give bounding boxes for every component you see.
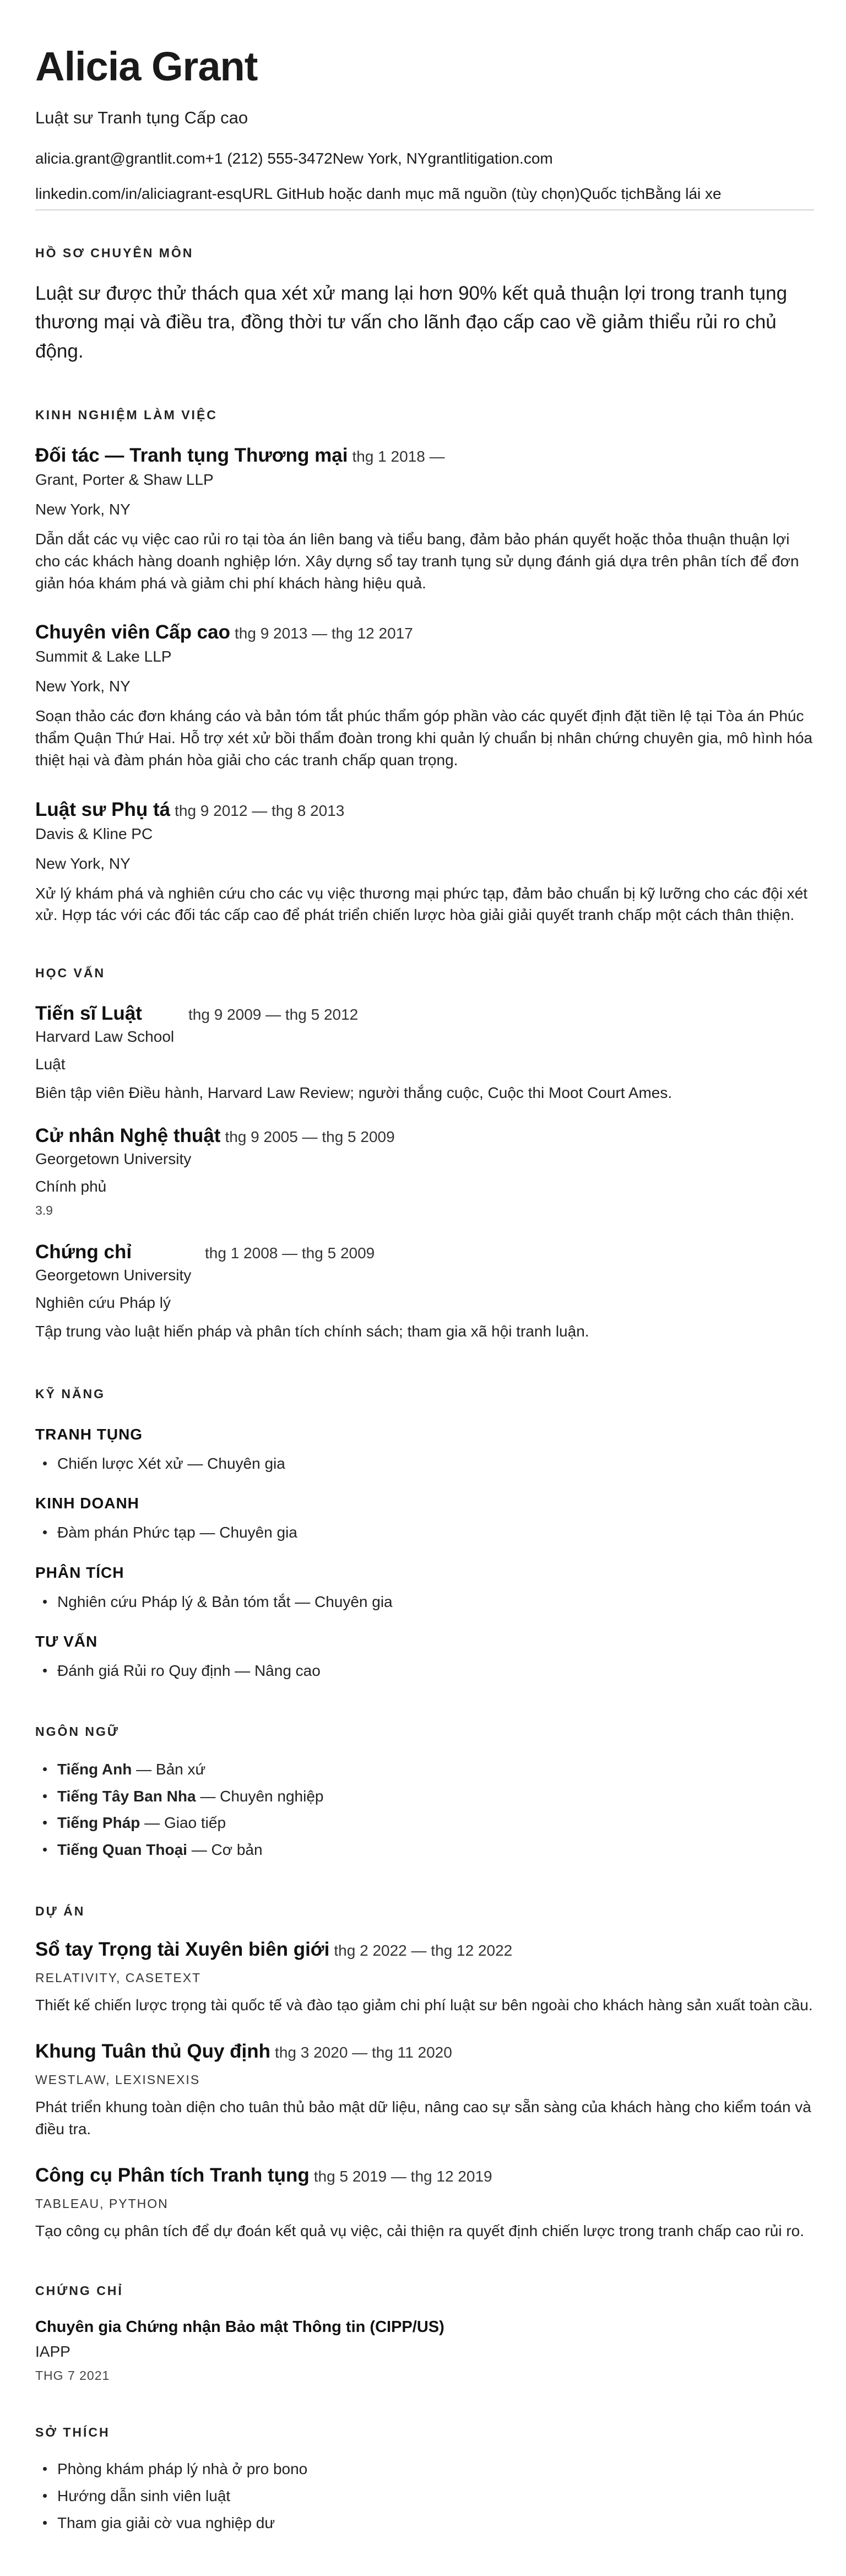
school-name: Georgetown University	[35, 1266, 192, 1284]
language-name: Tiếng Pháp	[57, 1814, 140, 1832]
entry-header	[35, 1939, 814, 1961]
certification-entry	[35, 2318, 814, 2383]
url-placeholder: URL GitHub hoặc danh mục mã nguồn (tùy chọn)	[242, 185, 580, 202]
nationality: Quốc tịch	[579, 185, 646, 202]
section-title: CHỨNG CHỈ	[35, 2283, 123, 2298]
skill-item: Chiến lược Xét xử — Chuyên gia	[35, 1454, 814, 1473]
experience-section	[35, 408, 814, 926]
languages-section	[35, 1724, 814, 1859]
entry-header	[35, 1241, 814, 1263]
education-dates: thg 9 2005 — thg 5 2009	[225, 1128, 395, 1145]
job-title: Luật sư Phụ tá	[35, 798, 171, 820]
certifications-section	[35, 2283, 814, 2383]
language-level: — Chuyên nghiệp	[196, 1787, 324, 1805]
education-note: Biên tập viên Điều hành, Harvard Law Review; người thắng cuộc, Cuộc thi Moot Court Ames.	[35, 1084, 673, 1102]
job-description: Dẫn dắt các vụ việc cao rủi ro tại tòa án liên bang và tiểu bang, đảm bảo phán quyết hoặc thỏa thuận thuận lợi cho các khách hàng doanh nghiệp lớn. Xây dựng sổ tay tranh tụng sử dụng đánh giá dựa trên phân tích để đơn giản hóa khám phá và giảm chi phí khách hàng hiệu quả.	[35, 531, 799, 592]
website-link[interactable]: grantlitigation.com	[427, 149, 553, 167]
project-name: Khung Tuân thủ Quy định	[35, 2041, 271, 2063]
job-location: New York, NY	[35, 678, 131, 695]
job-dates: thg 1 2018 —	[352, 448, 445, 466]
section-title: HỒ SƠ CHUYÊN MÔN	[35, 245, 194, 260]
projects-section	[35, 1904, 814, 2242]
drivers-license: Bằng lái xe	[645, 185, 722, 202]
company-name: Summit & Lake LLP	[35, 648, 172, 665]
entry-header	[35, 445, 814, 467]
project-entry	[35, 2041, 814, 2140]
contact-row	[35, 150, 814, 167]
section-title: KỸ NĂNG	[35, 1386, 106, 1401]
school-name: Harvard Law School	[35, 1028, 175, 1046]
skill-category: PHÂN TÍCH	[35, 1563, 124, 1581]
gpa: 3.9	[35, 1203, 53, 1217]
location: New York, NY	[332, 149, 428, 167]
education-dates: thg 1 2008 — thg 5 2009	[205, 1244, 375, 1262]
job-title: Chuyên viên Cấp cao	[35, 621, 230, 643]
education-note: Tập trung vào luật hiến pháp và phân tích chính sách; tham gia xã hội tranh luận.	[35, 1322, 589, 1340]
field-of-study: Chính phủ	[35, 1177, 107, 1195]
project-dates: thg 5 2019 — thg 12 2019	[313, 2167, 492, 2185]
language-list	[35, 1760, 814, 1859]
language-level: — Cơ bản	[187, 1841, 263, 1858]
experience-entry	[35, 621, 814, 771]
project-dates: thg 3 2020 — thg 11 2020	[275, 2044, 452, 2061]
skill-group	[35, 1633, 814, 1680]
language-level: — Giao tiếp	[140, 1814, 226, 1832]
entry-header	[35, 2041, 814, 2063]
skill-category: TRANH TỤNG	[35, 1425, 143, 1443]
project-name: Công cụ Phân tích Tranh tụng	[35, 2164, 310, 2186]
skill-category: TƯ VẤN	[35, 1633, 98, 1650]
email-link[interactable]: alicia.grant@grantlit.com	[35, 149, 205, 167]
contact-row-secondary	[35, 185, 814, 210]
skill-item: Nghiên cứu Pháp lý & Bản tóm tắt — Chuyên gia	[35, 1593, 814, 1611]
job-dates: thg 9 2012 — thg 8 2013	[175, 802, 345, 819]
entry-header	[35, 621, 814, 643]
job-location: New York, NY	[35, 501, 131, 518]
entry-header	[35, 1125, 814, 1147]
summary-section	[35, 246, 814, 366]
project-name: Sổ tay Trọng tài Xuyên biên giới	[35, 1939, 330, 1961]
company-name: Davis & Kline PC	[35, 825, 153, 842]
company-name: Grant, Porter & Shaw LLP	[35, 471, 214, 489]
language-name: Tiếng Tây Ban Nha	[57, 1787, 196, 1805]
entry-header	[35, 2164, 814, 2187]
project-tech: TABLEAU, PYTHON	[35, 2196, 169, 2211]
project-description: Phát triển khung toàn diện cho tuân thủ bảo mật dữ liệu, nâng cao sự sẵn sàng của khách hàng cho kiểm toán và điều tra.	[35, 2098, 811, 2137]
candidate-name: Alicia Grant	[35, 44, 258, 89]
project-tech: RELATIVITY, CASETEXT	[35, 1971, 202, 1985]
education-section	[35, 966, 814, 1343]
entry-header	[35, 799, 814, 821]
section-title: KINH NGHIỆM LÀM VIỆC	[35, 408, 218, 423]
project-tech: WESTLAW, LEXISNEXIS	[35, 2072, 200, 2087]
project-dates: thg 2 2022 — thg 12 2022	[334, 1942, 513, 1960]
section-title: HỌC VẤN	[35, 966, 106, 981]
language-item	[35, 1814, 814, 1832]
education-dates: thg 9 2009 — thg 5 2012	[188, 1006, 359, 1024]
section-title: DỰ ÁN	[35, 1904, 85, 1919]
interests-section	[35, 2425, 814, 2532]
language-name: Tiếng Anh	[57, 1761, 132, 1778]
project-description: Thiết kế chiến lược trọng tài quốc tế và đào tạo giảm chi phí luật sư bên ngoài cho khách hàng sản xuất toàn cầu.	[35, 1996, 813, 2014]
certification-issuer: IAPP	[35, 2343, 70, 2361]
entry-header	[35, 1003, 814, 1025]
interest-item: Hướng dẫn sinh viên luật	[35, 2487, 814, 2505]
language-item	[35, 1760, 814, 1779]
job-location: New York, NY	[35, 854, 131, 872]
certification-date: THG 7 2021	[35, 2368, 110, 2383]
interest-item: Phòng khám pháp lý nhà ở pro bono	[35, 2460, 814, 2478]
linkedin-link[interactable]: linkedin.com/in/aliciagrant-esq	[35, 185, 242, 202]
project-entry	[35, 2164, 814, 2242]
degree-title: Chứng chỉ	[35, 1241, 132, 1263]
school-name: Georgetown University	[35, 1150, 192, 1167]
section-title: NGÔN NGỮ	[35, 1724, 120, 1739]
experience-entry	[35, 445, 814, 594]
field-of-study: Luật	[35, 1056, 66, 1073]
job-description: Xử lý khám phá và nghiên cứu cho các vụ việc thương mại phức tạp, đảm bảo chuẩn bị kỹ lưỡng cho các đội xét xử. Hợp tác với các đối tác cấp cao để phát triển chiến lược hòa giải giải quyết tranh chấp một cách thân thiện.	[35, 884, 808, 924]
skill-group	[35, 1564, 814, 1611]
degree-title: Tiến sĩ Luật	[35, 1003, 142, 1025]
certification-name: Chuyên gia Chứng nhận Bảo mật Thông tin (CIPP/US)	[35, 2318, 444, 2336]
job-title: Đối tác — Tranh tụng Thương mại	[35, 445, 348, 467]
language-name: Tiếng Quan Thoại	[57, 1841, 187, 1858]
language-item	[35, 1787, 814, 1806]
field-of-study: Nghiên cứu Pháp lý	[35, 1294, 171, 1311]
education-entry	[35, 1125, 814, 1218]
experience-entry	[35, 799, 814, 927]
skill-item: Đánh giá Rủi ro Quy định — Nâng cao	[35, 1662, 814, 1680]
degree-title: Cử nhân Nghệ thuật	[35, 1124, 221, 1146]
interest-list	[35, 2460, 814, 2532]
skill-group	[35, 1495, 814, 1542]
language-item	[35, 1841, 814, 1859]
job-description: Soạn thảo các đơn kháng cáo và bản tóm tắt phúc thẩm góp phần vào các quyết định đặt tiền lệ tại Tòa án Phúc thẩm Quận Thứ Hai. Hỗ trợ xét xử bồi thẩm đoàn trong khi quản lý chuẩn bị nhân chứng chuyên gia, mô hình hóa thiệt hại và đàm phán hòa giải cho các tranh chấp quan trọng.	[35, 707, 813, 769]
section-title: SỞ THÍCH	[35, 2425, 110, 2440]
language-level: — Bản xứ	[132, 1761, 206, 1778]
skill-group	[35, 1426, 814, 1473]
education-entry	[35, 1241, 814, 1343]
skill-item: Đàm phán Phức tạp — Chuyên gia	[35, 1523, 814, 1542]
education-entry	[35, 1003, 814, 1104]
skill-category: KINH DOANH	[35, 1495, 139, 1512]
candidate-headline: Luật sư Tranh tụng Cấp cao	[35, 107, 248, 127]
project-description: Tạo công cụ phân tích để dự đoán kết quả vụ việc, cải thiện ra quyết định chiến lược trong tranh chấp cao rủi ro.	[35, 2222, 805, 2239]
project-entry	[35, 1939, 814, 2016]
phone-number: +1 (212) 555-3472	[205, 149, 333, 167]
summary-text: Luật sư được thử thách qua xét xử mang lại hơn 90% kết quả thuận lợi trong tranh tụng thương mại và điều tra, đồng thời tư vấn cho lãnh đạo cấp cao về giảm thiểu rủi ro chủ động.	[35, 282, 788, 362]
skills-section	[35, 1387, 814, 1680]
interest-item: Tham gia giải cờ vua nghiệp dư	[35, 2514, 814, 2532]
job-dates: thg 9 2013 — thg 12 2017	[234, 625, 413, 642]
